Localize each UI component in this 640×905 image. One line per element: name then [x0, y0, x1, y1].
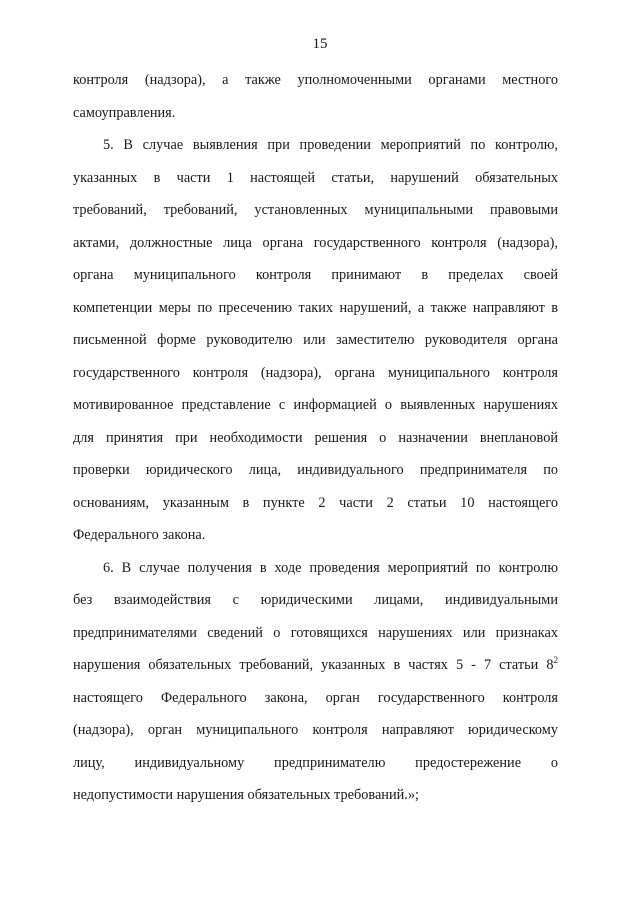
text-line: требований, требований, установленных муниципальными правовыми — [73, 202, 558, 218]
text-line: актами, должностные лица органа государственного контроля (надзора), — [73, 234, 558, 251]
text-line: 5. В случае выявления при проведении мероприятий по контролю, — [103, 137, 558, 153]
text-line: лицу, индивидуальному предпринимателю предостережение о — [73, 754, 558, 771]
text-line: указанных в части 1 настоящей статьи, нарушений обязательных — [73, 169, 558, 186]
text-line: письменной форме руководителю или заместителю руководителя органа — [73, 332, 558, 348]
text-line: 6. В случае получения в ходе проведения мероприятий по контролю — [103, 559, 558, 576]
text-line: предпринимателями сведений о готовящихся нарушениях или признаках — [73, 624, 558, 641]
text-line: компетенции меры по пресечению таких нарушений, а также направляют в — [73, 299, 558, 316]
text-line: самоуправления. — [73, 104, 176, 121]
text-line: настоящего Федерального закона, орган государственного контроля — [73, 689, 558, 706]
text-line: нарушения обязательных требований, указанных в частях 5 - 7 статьи 8 — [73, 657, 554, 673]
text-line: органа муниципального контроля принимают в пределах своей — [73, 267, 558, 283]
text-line: мотивированное представление с информацией о выявленных нарушениях — [73, 397, 558, 413]
paragraph-6 — [73, 552, 558, 812]
text-line: Федерального закона. — [73, 527, 206, 543]
text-line: (надзора), орган муниципального контроля направляют юридическому — [73, 722, 558, 738]
text-line: проверки юридического лица, индивидуального предпринимателя по — [73, 462, 558, 478]
text-line: для принятия при необходимости решения о назначении внеплановой — [73, 429, 558, 446]
text-line: без взаимодействия с юридическими лицами, индивидуальными — [73, 592, 558, 608]
paragraph-5 — [73, 129, 558, 552]
superscript: 2 — [553, 655, 558, 665]
text-line: государственного контроля (надзора), органа муниципального контроля — [73, 364, 558, 381]
text-line-with-superscript — [73, 649, 558, 682]
text-line: недопустимости нарушения обязательных требований.»; — [73, 787, 419, 803]
text-line: контроля (надзора), а также уполномоченными органами местного — [73, 72, 558, 88]
text-line: основаниям, указанным в пункте 2 части 2 статьи 10 настоящего — [73, 494, 558, 511]
paragraph-continuation — [73, 64, 558, 129]
document-body — [73, 64, 558, 812]
page-number: 15 — [312, 36, 328, 52]
